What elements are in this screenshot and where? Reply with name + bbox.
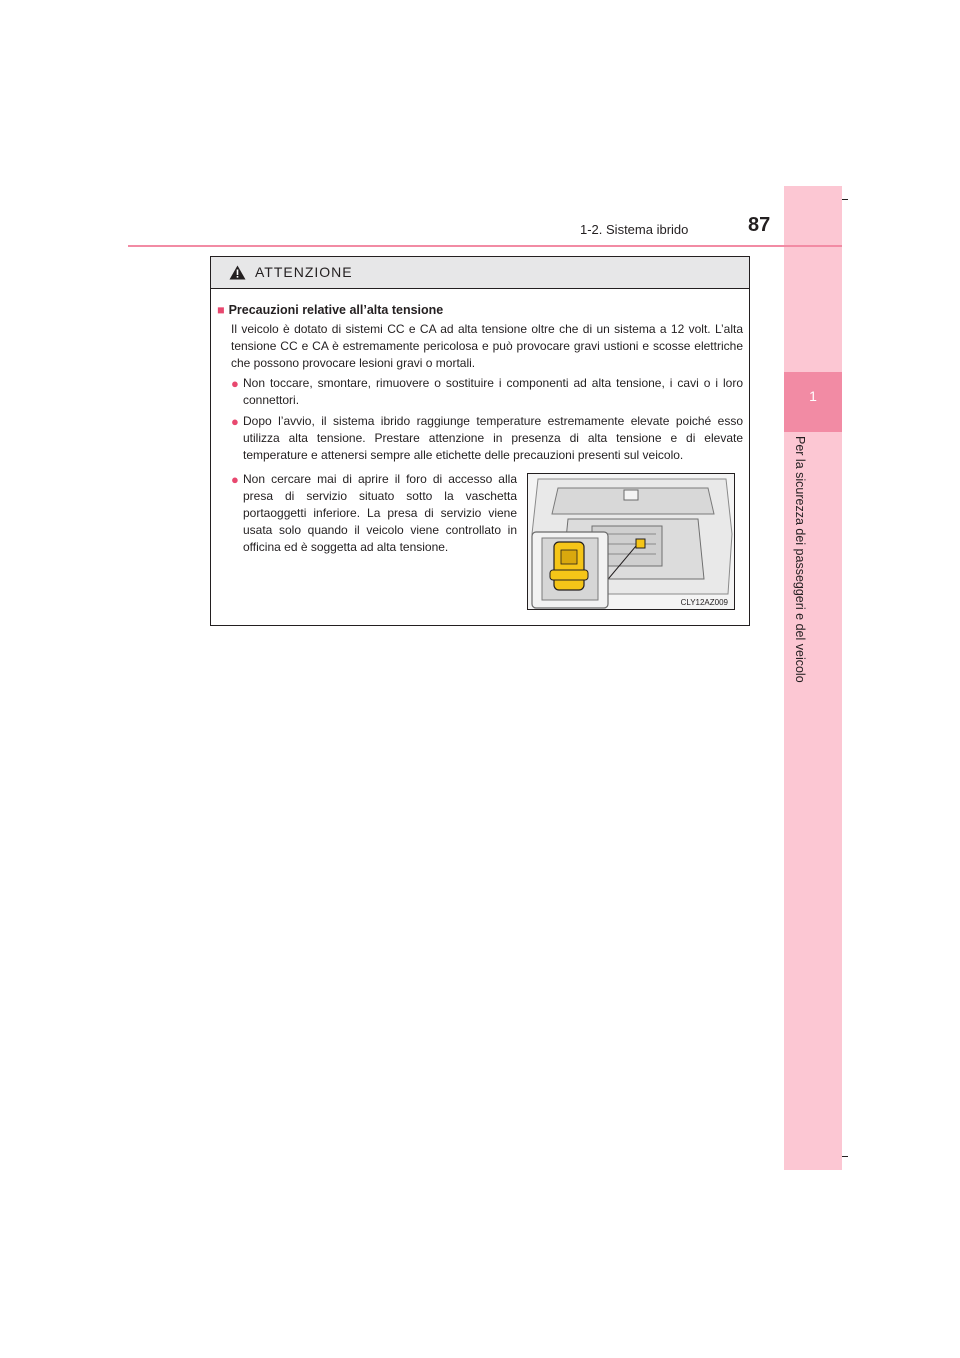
warning-header (211, 257, 749, 289)
chapter-label-text: Per la sicurezza dei passeggeri e del veicolo (793, 436, 807, 683)
list-item (231, 375, 743, 409)
section-heading (217, 303, 443, 317)
chapter-number: 1 (809, 388, 817, 404)
list-item-text: Dopo l’avvio, il sistema ibrido raggiunge temperature estremamente elevate poiché esso utilizza alta tensione. Prestare attenzione in presenza di alta tensione e di elevate temperature e attenersi sempre alle etichette delle precauzioni presenti sul veicolo. (243, 414, 743, 462)
intro-paragraph: Il veicolo è dotato di sistemi CC e CA ad alta tensione oltre che di un sistema a 12 volt. L’alta tensione CC e CA è estremamente pericolosa e può provocare gravi ustioni e scosse elettriche che possono provocare lesioni gravi o mortali. (231, 322, 743, 370)
service-plug-illustration (527, 473, 735, 610)
list-item (231, 471, 517, 556)
section-heading-text: Precauzioni relative all’alta tensione (228, 303, 444, 317)
list-item (231, 413, 743, 464)
warning-triangle-icon (229, 265, 246, 280)
bullet-dot-icon: ● (231, 414, 239, 429)
bullet-dot-icon: ● (231, 472, 239, 487)
header-rule (128, 245, 842, 247)
list-item-text: Non cercare mai di aprire il foro di accesso alla presa di servizio situato sotto la vaschetta portaoggetti inferiore. La presa di servizio viene usata solo quando il veicolo viene controllato in officina ed è soggetta ad alta tensione. (243, 472, 517, 554)
square-bullet-icon: ■ (217, 303, 225, 317)
page-number: 87 (748, 214, 771, 236)
bullet-dot-icon: ● (231, 376, 239, 391)
warning-box (210, 256, 750, 626)
chapter-label (793, 436, 807, 736)
warning-title: ATTENZIONE (255, 264, 353, 280)
figure-code: CLY12AZ009 (680, 598, 728, 607)
list-item-text: Non toccare, smontare, rimuovere o sostituire i componenti ad alta tensione, i cavi o i loro connettori. (243, 376, 743, 407)
section-title: 1-2. Sistema ibrido (580, 222, 689, 237)
trunk-illustration (528, 474, 735, 610)
